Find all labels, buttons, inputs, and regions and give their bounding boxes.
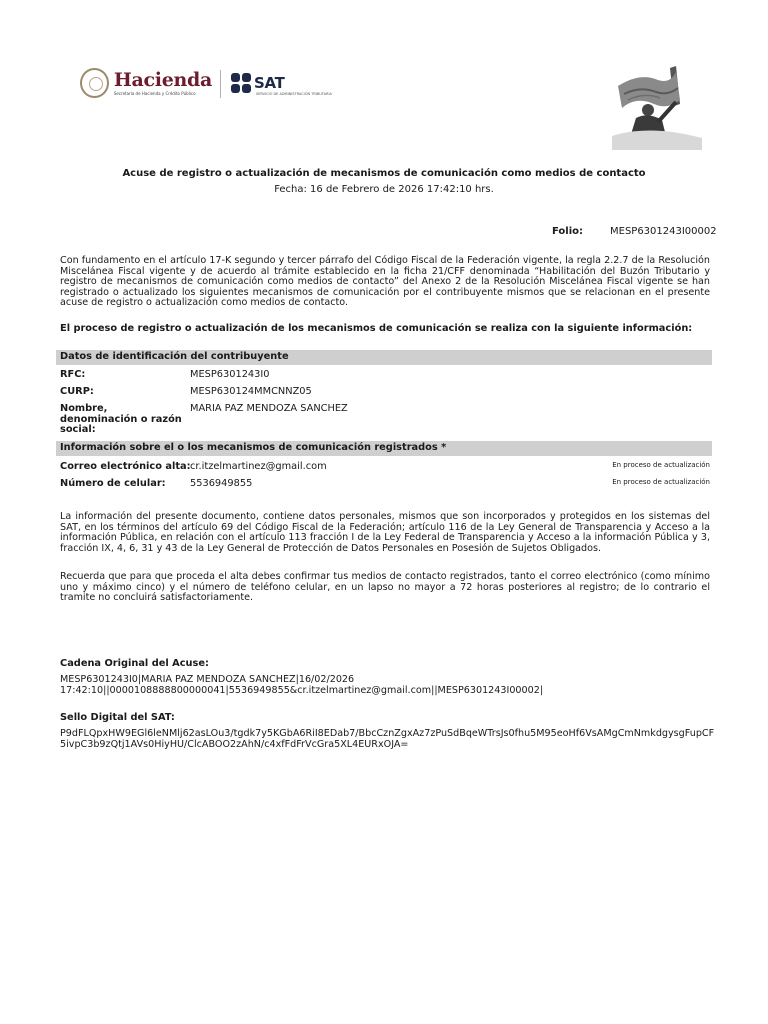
sat-mark-icon [231, 73, 251, 93]
email-label: Correo electrónico alta: [60, 461, 191, 472]
section-header-communication [56, 441, 712, 456]
original-chain-label: Cadena Original del Acuse: [60, 658, 209, 669]
process-intro: El proceso de registro o actualización de los mecanismos de comunicación se realiza con la siguiente información: [60, 323, 693, 334]
flag-illustration-icon [610, 64, 704, 150]
section-title: Información sobre el o los mecanismos de comunicación registrados * [60, 442, 447, 453]
legal-basis-paragraph: Con fundamento en el artículo 17-K segundo y tercer párrafo del Código Fiscal de la Federación vigente, la regla 2.2.7 de la Resolución Miscelánea Fiscal vigente y de acuerdo al trámite establecido en la ficha 21/CFF denominada “Habilitación del Buzón Tributario y registro de mecanismos de comunicación como medios de contacto” del Anexo 2 de la Resolución Miscelánea Fiscal vigente se han registrado o actualizado los siguientes mecanismos de comunicación por el contribuyente mismos que se relacionan en el presente acuse de registro o actualización como medios de contacto. [60, 255, 710, 309]
confirmation-paragraph: Recuerda que para que proceda el alta debes confirmar tus medios de contacto registrados, tanto el correo electrónico (como mínimo uno y máximo cinco) y el número de teléfono celular, en un lapso no mayor a 72 horas posteriores al registro; de lo contrario el tramite no concluirá satisfactoriamente. [60, 571, 710, 604]
document-title: Acuse de registro o actualización de mecanismos de comunicación como medios de contacto [122, 168, 646, 179]
rfc-value: MESP6301243I0 [190, 369, 270, 380]
sat-subtitle: SERVICIO DE ADMINISTRACIÓN TRIBUTARIA [256, 92, 332, 96]
folio-value: MESP6301243I00002 [610, 226, 717, 237]
hacienda-logo [80, 66, 212, 100]
curp-value: MESP630124MMCNNZ05 [190, 386, 312, 397]
rfc-label: RFC: [60, 369, 86, 380]
phone-status: En proceso de actualización [612, 478, 710, 486]
curp-label: CURP: [60, 386, 94, 397]
phone-label: Número de celular: [60, 478, 166, 489]
section-header-taxpayer [56, 350, 712, 365]
digital-seal-label: Sello Digital del SAT: [60, 712, 175, 723]
sat-logo [231, 73, 285, 93]
document-date: Fecha: 16 de Febrero de 2026 17:42:10 hrs. [274, 184, 494, 195]
name-label: Nombre, denominación o razón social: [60, 403, 182, 435]
original-chain-value: MESP6301243I0|MARIA PAZ MENDOZA SANCHEZ|16/02/2026 17:42:10||0000108888800000041|5536949855&cr.itzelmartinez@gmail.com||MESP6301243I00002| [60, 674, 544, 696]
email-value: cr.itzelmartinez@gmail.com [190, 461, 327, 472]
hacienda-subtitle: Secretaría de Hacienda y Crédito Público [113, 90, 196, 96]
privacy-paragraph: La información del presente documento, contiene datos personales, mismos que son incorporados y protegidos en los sistemas del SAT, en los términos del artículo 69 del Código Fiscal de la Federación; artículo 116 de la Ley General de Transparencia y Acceso a la información Pública, en relación con el artículo 113 fracción I de la Ley Federal de Transparencia y Acceso a la información Pública y 3, fracción IX, 4, 6, 31 y 43 de la Ley General de Protección de Datos Personales en Posesión de Sujetos Obligados. [60, 511, 710, 554]
phone-value: 5536949855 [190, 478, 253, 489]
sat-name: SAT [254, 73, 285, 92]
hacienda-name: Hacienda [113, 68, 212, 91]
name-value: MARIA PAZ MENDOZA SANCHEZ [190, 403, 348, 414]
national-seal-icon [80, 68, 109, 98]
logo-divider [220, 70, 221, 98]
section-title: Datos de identificación del contribuyente [60, 351, 289, 362]
folio-label: Folio: [552, 226, 584, 237]
digital-seal-value: P9dFLQpxHW9EGl6leNMlj62asLOu3/tgdk7y5KGbA6RiI8EDab7/BbcCznZgxAz7zPuSdBqeWTrsJs0fhu5M95eoHf6VsAMgCmNmkdgysgFupCF5ivpC3b9zQtj1AVs0HiyHU/ClcABOO2zAhN/c4xfFdFrVcGra5XL4EURxOJA= [60, 728, 715, 750]
email-status: En proceso de actualización [612, 461, 710, 469]
